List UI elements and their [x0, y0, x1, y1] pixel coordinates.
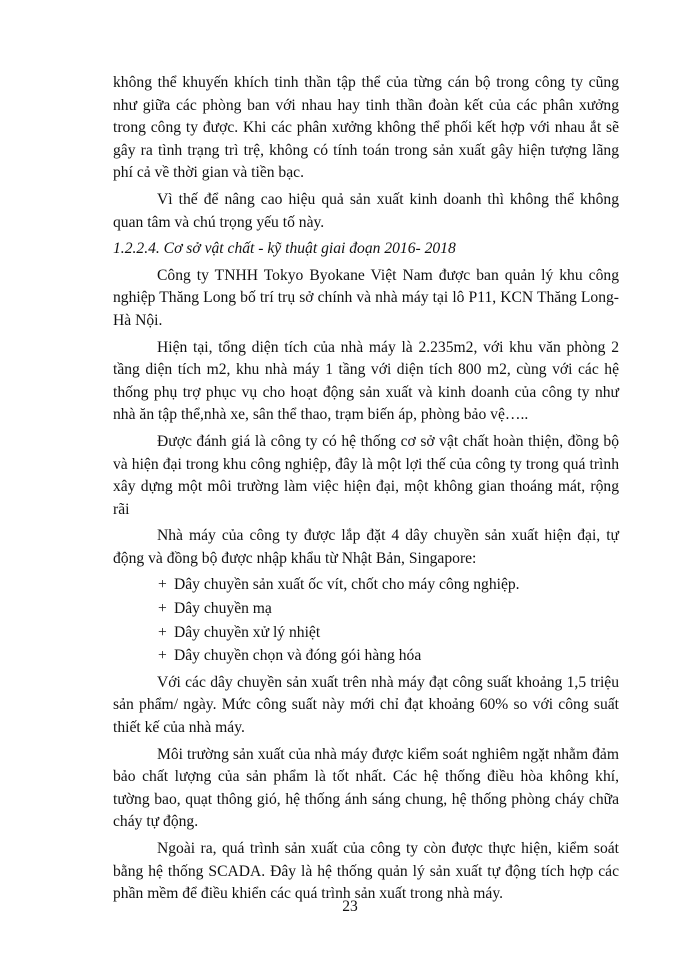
document-body: [113, 72, 619, 910]
list-item: [158, 574, 619, 597]
production-line-list: [113, 574, 619, 667]
paragraph-facility-assessment: Được đánh giá là công ty có hệ thống cơ sở vật chất hoàn thiện, đồng bộ và hiện đại trong khu công nghiệp, đây là một lợi thế của công ty trong quá trình xây dựng một môi trường làm việc hiện đại, một không gian thoáng mát, rộng rãi: [113, 432, 619, 518]
bullet-marker: +: [158, 576, 167, 594]
list-item-text: Dây chuyền xử lý nhiệt: [174, 623, 321, 641]
list-item: [158, 598, 619, 621]
bullet-marker: +: [158, 623, 167, 641]
paragraph-capacity: Với các dây chuyền sản xuất trên nhà máy đạt công suất khoảng 1,5 triệu sản phẩm/ ngày. Mức công suất này mới chỉ đạt khoảng 60% so với công suất thiết kế của nhà máy.: [113, 673, 619, 737]
paragraph-factory-area: Hiện tại, tổng diện tích của nhà máy là 2.235m2, với khu văn phòng 2 tầng diện tích m2, khu nhà máy 1 tầng với diện tích 800 m2, cùng với các hệ thống phụ trợ phục vụ cho hoạt động sản xuất và kinh doanh của công ty như nhà ăn tập thể,nhà xe, sân thể thao, trạm biến áp, phòng bảo vệ…..: [113, 338, 619, 424]
list-item: [158, 645, 619, 668]
list-item-text: Dây chuyền mạ: [174, 600, 272, 618]
paragraph-scada: Ngoài ra, quá trình sản xuất của công ty còn được thực hiện, kiểm soát bằng hệ thống SCADA. Đây là hệ thống quản lý sản xuất tự động tích hợp các phần mềm để điều khiển các quá trình sản xuất trong nhà máy.: [113, 840, 619, 903]
list-item: [158, 622, 619, 645]
bullet-marker: +: [158, 647, 167, 665]
list-item-text: Dây chuyền chọn và đóng gói hàng hóa: [174, 647, 422, 665]
list-item-text: Dây chuyền sản xuất ốc vít, chốt cho máy công nghiệp.: [174, 576, 520, 594]
paragraph-conclusion: Vì thế để nâng cao hiệu quả sản xuất kinh doanh thì không thể không quan tâm và chú trọng yếu tố này.: [113, 190, 619, 231]
paragraph-production-lines: Nhà máy của công ty được lắp đặt 4 dây chuyền sản xuất hiện đại, tự động và đồng bộ được nhập khẩu từ Nhật Bản, Singapore:: [113, 527, 619, 567]
bullet-marker: +: [158, 600, 167, 618]
paragraph-continuation: không thể khuyến khích tinh thần tập thể của từng cán bộ trong công ty cũng như giữa các phòng ban với nhau hay tinh thần đoàn kết của các phân xưởng trong công ty được. Khi các phân xưởng không thể phối kết hợp với nhau ắt sẽ gây ra tình trạng trì trệ, không có tính toán trong sản xuất gây hiện tượng lãng phí cả về thời gian và tiền bạc.: [113, 74, 619, 182]
paragraph-company-location: Công ty TNHH Tokyo Byokane Việt Nam được ban quản lý khu công nghiệp Thăng Long bố trí trụ sở chính và nhà máy tại lô P11, KCN Thăng Long- Hà Nội.: [113, 266, 619, 329]
page-number: 23: [342, 898, 358, 915]
paragraph-environment: Môi trường sản xuất của nhà máy được kiểm soát nghiêm ngặt nhằm đảm bảo chất lượng của sản phẩm là tốt nhất. Các hệ thống điều hòa không khí, tường bao, quạt thông gió, hệ thống ánh sáng chung, hệ thống phòng cháy chữa cháy tự động.: [113, 745, 619, 831]
section-heading: 1.2.2.4. Cơ sở vật chất - kỹ thuật giai đoạn 2016- 2018: [113, 240, 456, 258]
